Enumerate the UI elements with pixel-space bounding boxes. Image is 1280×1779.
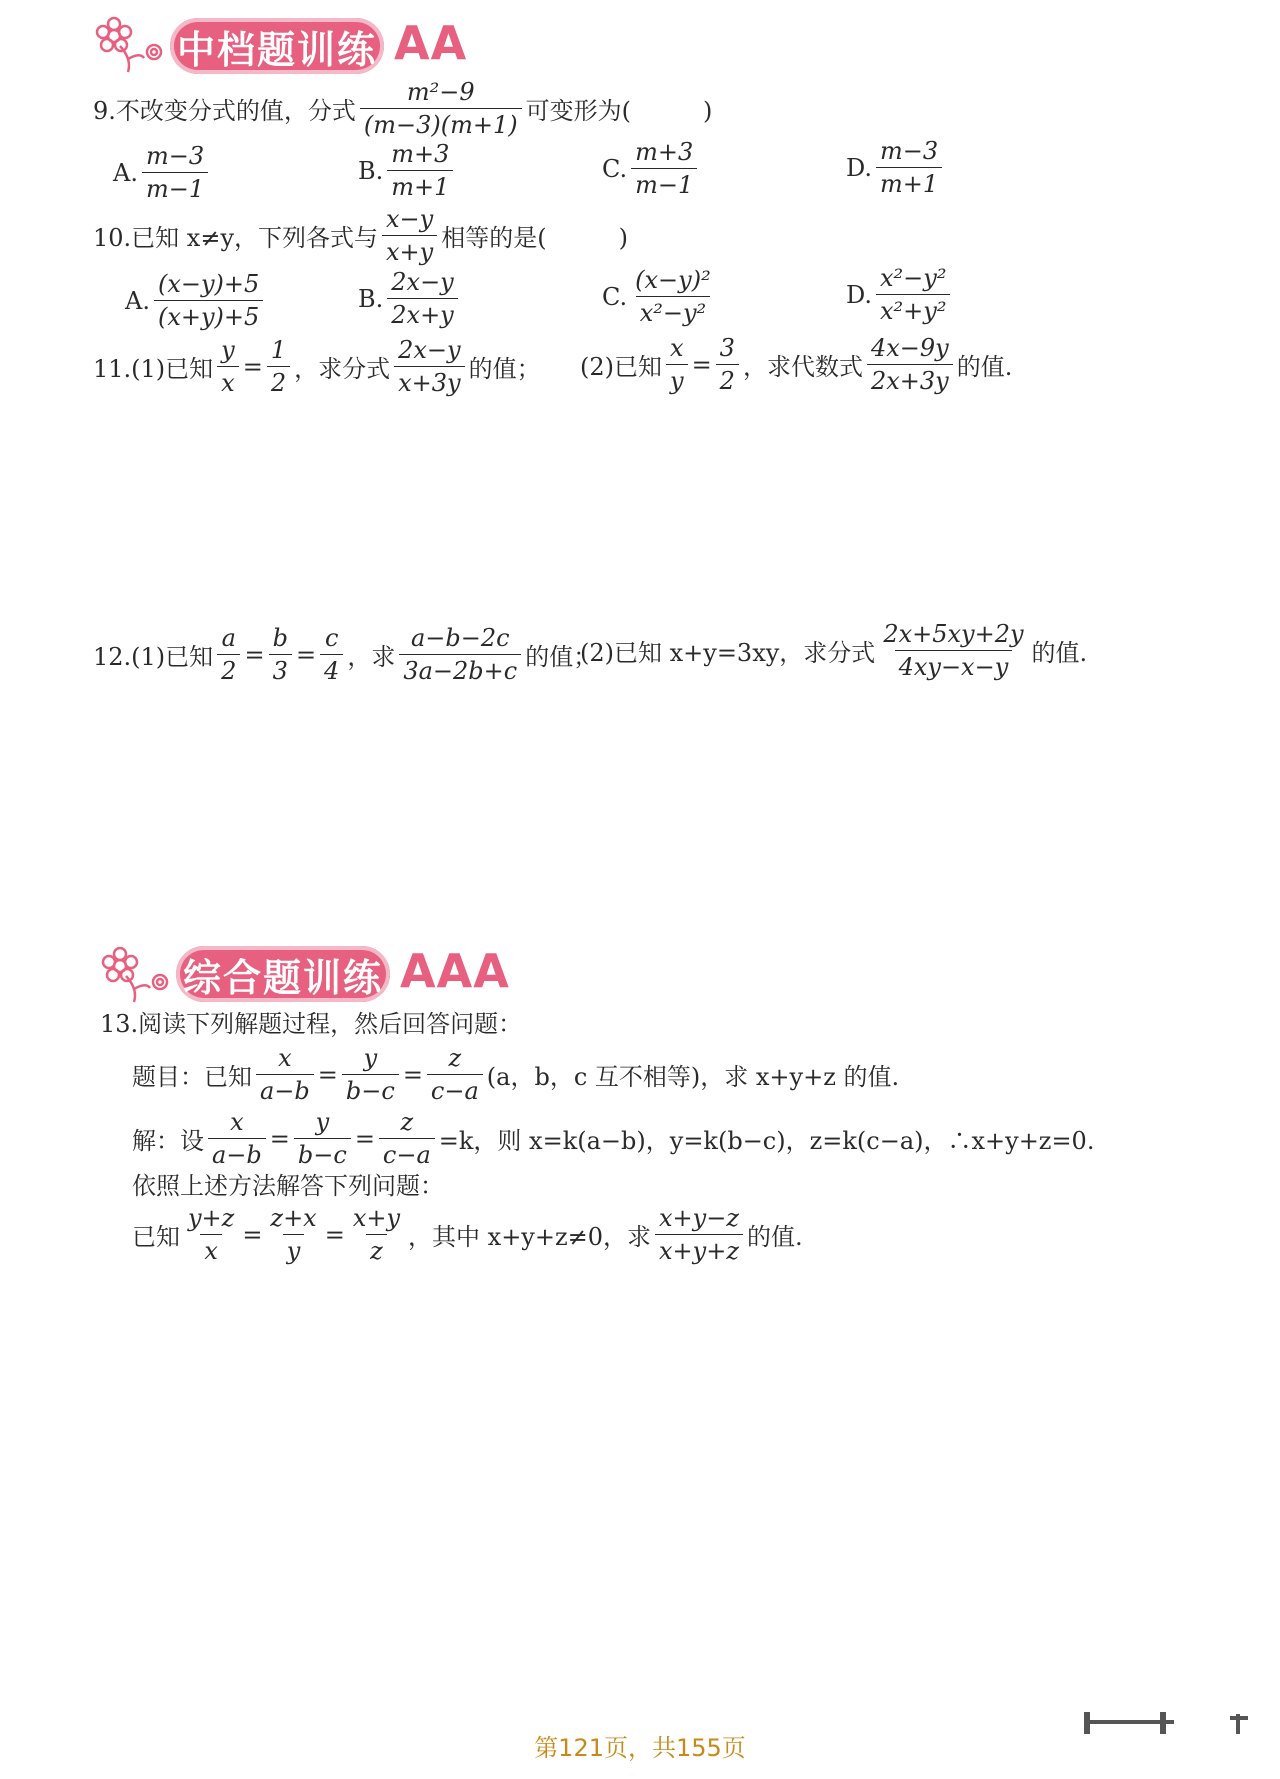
q10-option-c: C. $\frac{\text{(x−y)²}}{\text{x²−y²}}$ [602,266,711,327]
section-title: 中档题训练 [176,27,377,72]
question-11-part-1: 11.(1)已知 $\frac{y}{x}$ = $\frac{1}{2}$ ，求分式 $\frac{2x-y}{x+3y}$ 的值； [93,336,541,397]
q9-option-d: D. $\frac{m-3}{m+1}$ [846,137,946,198]
flower-decoration-icon [92,14,172,74]
flower-decoration-icon [98,944,178,1004]
question-13-solution: 解：设 $\frac{x}{a-b}$ = $\frac{y}{b-c}$ = $\frac{z}{c-a}$ =k，则 x=k(a−b)，y=k(b−c)，z=k(c−a)，∴x+y+z=0. [132,1108,1095,1169]
q9-option-b: B. $\frac{m+3}{m+1}$ [358,140,457,201]
fraction: $\frac{\text{m²−9}}{(m-3)(m+1)}$ [360,78,522,139]
q9-option-c: C. $\frac{m+3}{m-1}$ [602,138,701,199]
question-13-given: 已知 $\frac{y+z}{x}$ = $\frac{z+x}{y}$ = $\frac{x+y}{z}$ ，其中 x+y+z≠0，求 $\frac{x+y-z}{x+y+z}$ 的值. [132,1204,803,1265]
q9-option-a: A. $\frac{m-3}{m-1}$ [113,142,212,203]
question-13-follow: 依照上述方法解答下列问题： [132,1172,444,1200]
question-11-part-2: (2)已知 $\frac{x}{y}$ = $\frac{3}{2}$ ，求代数式 $\frac{4x-9y}{2x+3y}$ 的值. [580,334,1013,395]
scan-artifact [1160,1712,1166,1734]
question-13-topic: 题目：已知 $\frac{x}{a-b}$ = $\frac{y}{b-c}$ = $\frac{z}{c-a}$ (a，b，c 互不相等)，求 x+y+z 的值. [132,1044,900,1105]
difficulty-level: AAA [400,944,510,998]
section-banner-medium [170,18,384,74]
scan-artifact [1084,1712,1090,1734]
difficulty-level: AA [394,16,468,70]
question-13-intro: 13.阅读下列解题过程，然后回答问题： [100,1010,523,1038]
section-banner-comprehensive [176,946,390,1002]
question-10: 10.已知 x≠y，下列各式与 $\frac{x-y}{x+y}$ 相等的是( ) [93,205,628,266]
question-9: 9.不改变分式的值，分式 $\frac{\text{m²−9}}{(m-3)(m+1)}$ 可变形为( ) [93,78,713,139]
question-12-part-1: 12.(1)已知 $\frac{a}{2}$ = $\frac{b}{3}$ = $\frac{c}{4}$ ，求 $\frac{a-b-2c}{3a-2b+c}$ 的值； [93,624,598,685]
section-title: 综合题训练 [182,955,383,1000]
page-indicator: 第121页，共155页 [534,1734,746,1762]
q10-option-b: B. $\frac{2x-y}{2x+y}$ [358,268,462,329]
q10-option-d: D. $\frac{\text{x²−y²}}{\text{x²+y²}}$ [846,264,954,325]
question-12-part-2: (2)已知 x+y=3xy，求分式 $\frac{2x+5xy+2y}{4xy-x-y}$ 的值. [580,620,1088,681]
q10-option-a: A. $\frac{(x-y)+5}{(x+y)+5}$ [125,270,267,331]
scan-artifact [1236,1714,1240,1734]
